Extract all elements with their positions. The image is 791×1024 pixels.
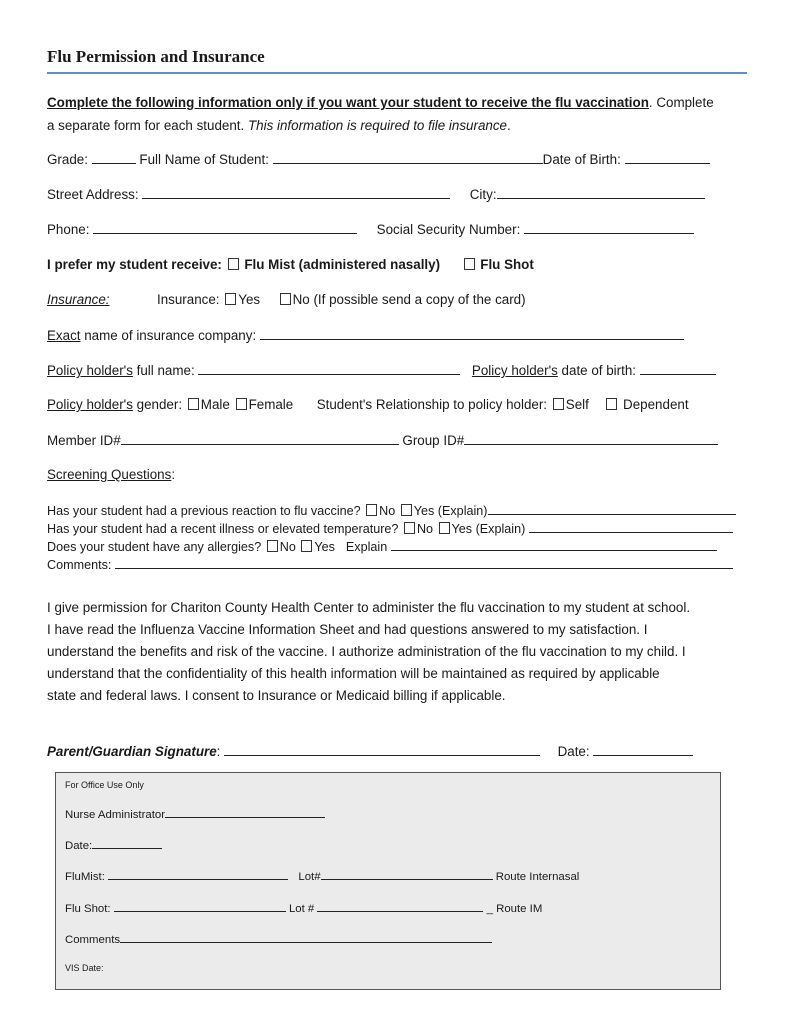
intro-complete: . Complete (648, 95, 714, 110)
male-checkbox[interactable] (188, 398, 199, 410)
insurance-no-label: No (292, 292, 310, 307)
dependent-label: Dependent (623, 397, 689, 412)
nurse-field[interactable] (165, 807, 325, 818)
comments-field[interactable] (115, 556, 733, 569)
flumist-lot-label: Lot# (298, 871, 321, 883)
screening-q1 (47, 502, 736, 518)
group-id-field[interactable] (464, 432, 718, 445)
insurance-row (47, 292, 526, 307)
policy-holder-label: Policy holder's (47, 363, 133, 378)
permission-line: I give permission for Chariton County Health Center to administer the flu vaccination to my student at school. (47, 600, 691, 615)
phone-row (47, 221, 694, 237)
q3-text: Does your student have any allergies? (47, 540, 262, 554)
comments-label: Comments: (47, 558, 112, 572)
policy-holder-label-3: Policy holder's (47, 397, 133, 412)
permission-line: understand that the confidentiality of this health information will be maintained as required by applicable (47, 666, 660, 681)
flumist-label: FluMist: (65, 871, 105, 883)
member-id-label: Member ID# (47, 433, 121, 448)
q2-text: Has your student had a recent illness or elevated temperature? (47, 522, 399, 536)
holder-gender-label: gender: (132, 397, 183, 412)
flu-shot-checkbox[interactable] (464, 258, 475, 270)
prefer-label: I prefer my student receive: (47, 257, 222, 272)
ssn-field[interactable] (524, 221, 694, 234)
exact-label: Exact (47, 328, 81, 343)
permission-line: I have read the Influenza Vaccine Information Sheet and had questions answered to my satisfaction. I (47, 622, 648, 637)
nurse-row (65, 807, 325, 821)
city-label: City: (469, 187, 497, 202)
holder-dob-field[interactable] (640, 362, 716, 375)
dependent-checkbox[interactable] (606, 398, 617, 410)
page-title: Flu Permission and Insurance (47, 47, 265, 66)
dob-field[interactable] (625, 151, 710, 164)
flu-mist-checkbox[interactable] (228, 258, 239, 270)
flushot-label: Flu Shot: (65, 903, 111, 915)
intro-period: . (507, 118, 511, 133)
signature-row (47, 743, 693, 759)
signature-colon: : (216, 744, 221, 759)
screening-q3 (47, 538, 717, 554)
flumist-field[interactable] (108, 869, 288, 880)
flushot-row (65, 901, 542, 915)
phone-field[interactable] (93, 221, 357, 234)
flumist-row (65, 869, 579, 883)
insurance-question: Insurance: (157, 292, 220, 307)
q1-yes-label: Yes (Explain) (413, 504, 488, 518)
q2-no-checkbox[interactable] (404, 522, 415, 534)
q1-text: Has your student had a previous reaction to flu vaccine? (47, 504, 361, 518)
office-date-field[interactable] (92, 838, 162, 849)
self-label: Self (565, 397, 589, 412)
q1-no-label: No (379, 504, 396, 518)
intro-line-2 (47, 118, 511, 133)
screening-q2 (47, 520, 733, 536)
insurance-yes-label: Yes (238, 292, 261, 307)
office-comments-label: Comments (65, 934, 121, 946)
q3-yes-label: Yes (314, 540, 335, 554)
policy-holder-row (47, 362, 716, 378)
q2-explain-field[interactable] (529, 520, 733, 533)
intro-line-1 (47, 95, 714, 110)
phone-label: Phone: (47, 222, 90, 237)
vis-date-label: VIS Date: (65, 963, 104, 973)
q3-yes-checkbox[interactable] (301, 540, 312, 552)
insurance-yes-checkbox[interactable] (225, 293, 236, 305)
route-im: _ Route IM (486, 903, 543, 915)
male-label: Male (200, 397, 230, 412)
q2-no-label: No (416, 522, 434, 536)
holder-dob-label: date of birth: (557, 363, 636, 378)
comments-row (47, 556, 733, 572)
office-date-row (65, 838, 162, 852)
title-divider (47, 72, 747, 74)
q1-explain-field[interactable] (488, 502, 736, 515)
signature-date-field[interactable] (593, 743, 693, 756)
grade-label: Grade: (47, 152, 88, 167)
full-name-field[interactable] (273, 151, 543, 164)
full-name-label: Full Name of Student: (139, 152, 269, 167)
city-field[interactable] (497, 186, 705, 199)
ssn-label: Social Security Number: (376, 222, 521, 237)
flushot-lot-label: Lot # (288, 903, 315, 915)
q3-explain-field[interactable] (391, 538, 717, 551)
signature-label: Parent/Guardian Signature (47, 744, 217, 759)
gender-row (47, 397, 689, 412)
flumist-lot-field[interactable] (321, 869, 493, 880)
insurance-card-note: (If possible send a copy of the card) (313, 292, 526, 307)
screening-heading: Screening Questions (47, 467, 172, 482)
route-internasal: Route Internasal (495, 871, 580, 883)
screening-heading-row (47, 467, 175, 482)
office-use-box (55, 772, 721, 990)
female-label: Female (248, 397, 294, 412)
street-field[interactable] (142, 186, 450, 199)
holder-name-field[interactable] (198, 362, 460, 375)
flu-mist-label: Flu Mist (administered nasally) (244, 257, 441, 272)
q1-no-checkbox[interactable] (366, 504, 377, 516)
insurance-company-label: name of insurance company: (80, 328, 257, 343)
office-header: For Office Use Only (65, 780, 144, 790)
permission-line: understand the benefits and risk of the vaccine. I authorize administration of the flu vaccination to my child. I (47, 644, 686, 659)
permission-statement (47, 597, 757, 707)
flushot-field[interactable] (114, 901, 286, 912)
insurance-no-checkbox[interactable] (280, 293, 291, 305)
q2-yes-label: Yes (Explain) (451, 522, 526, 536)
q3-explain-label: Explain (345, 540, 388, 554)
intro-required-note: This information is required to file insurance (247, 118, 507, 133)
self-checkbox[interactable] (553, 398, 564, 410)
q3-no-label: No (279, 540, 296, 554)
ids-row (47, 432, 718, 448)
intro-separate-form: a separate form for each student. (47, 118, 248, 133)
member-id-field[interactable] (121, 432, 399, 445)
insurance-heading: Insurance: (47, 292, 110, 307)
address-row (47, 186, 705, 202)
flushot-lot-field[interactable] (317, 901, 483, 912)
flu-shot-label: Flu Shot (480, 257, 534, 272)
preference-row (47, 257, 534, 272)
insurance-company-field[interactable] (260, 327, 684, 340)
office-date-label: Date: (65, 840, 93, 852)
grade-field[interactable] (92, 151, 136, 164)
nurse-label: Nurse Administrator (65, 809, 166, 821)
holder-name-label: full name: (132, 363, 195, 378)
permission-line: state and federal laws. I consent to Insurance or Medicaid billing if applicable. (47, 688, 506, 703)
insurance-company-row (47, 327, 684, 343)
q2-yes-checkbox[interactable] (439, 522, 450, 534)
q3-no-checkbox[interactable] (267, 540, 278, 552)
q1-yes-checkbox[interactable] (401, 504, 412, 516)
signature-field[interactable] (224, 743, 540, 756)
intro-instruction: Complete the following information only if you want your student to receive the flu vaccination (47, 95, 649, 110)
street-label: Street Address: (47, 187, 139, 202)
relationship-label: Student's Relationship to policy holder: (316, 397, 548, 412)
female-checkbox[interactable] (236, 398, 247, 410)
office-comments-field[interactable] (120, 932, 492, 943)
group-id-label: Group ID# (402, 433, 465, 448)
dob-label: Date of Birth: (542, 152, 621, 167)
student-info-row (47, 151, 710, 167)
policy-holder-label-2: Policy holder's (471, 363, 558, 378)
office-comments-row (65, 932, 492, 946)
screening-colon: : (171, 467, 176, 482)
signature-date-label: Date: (557, 744, 590, 759)
